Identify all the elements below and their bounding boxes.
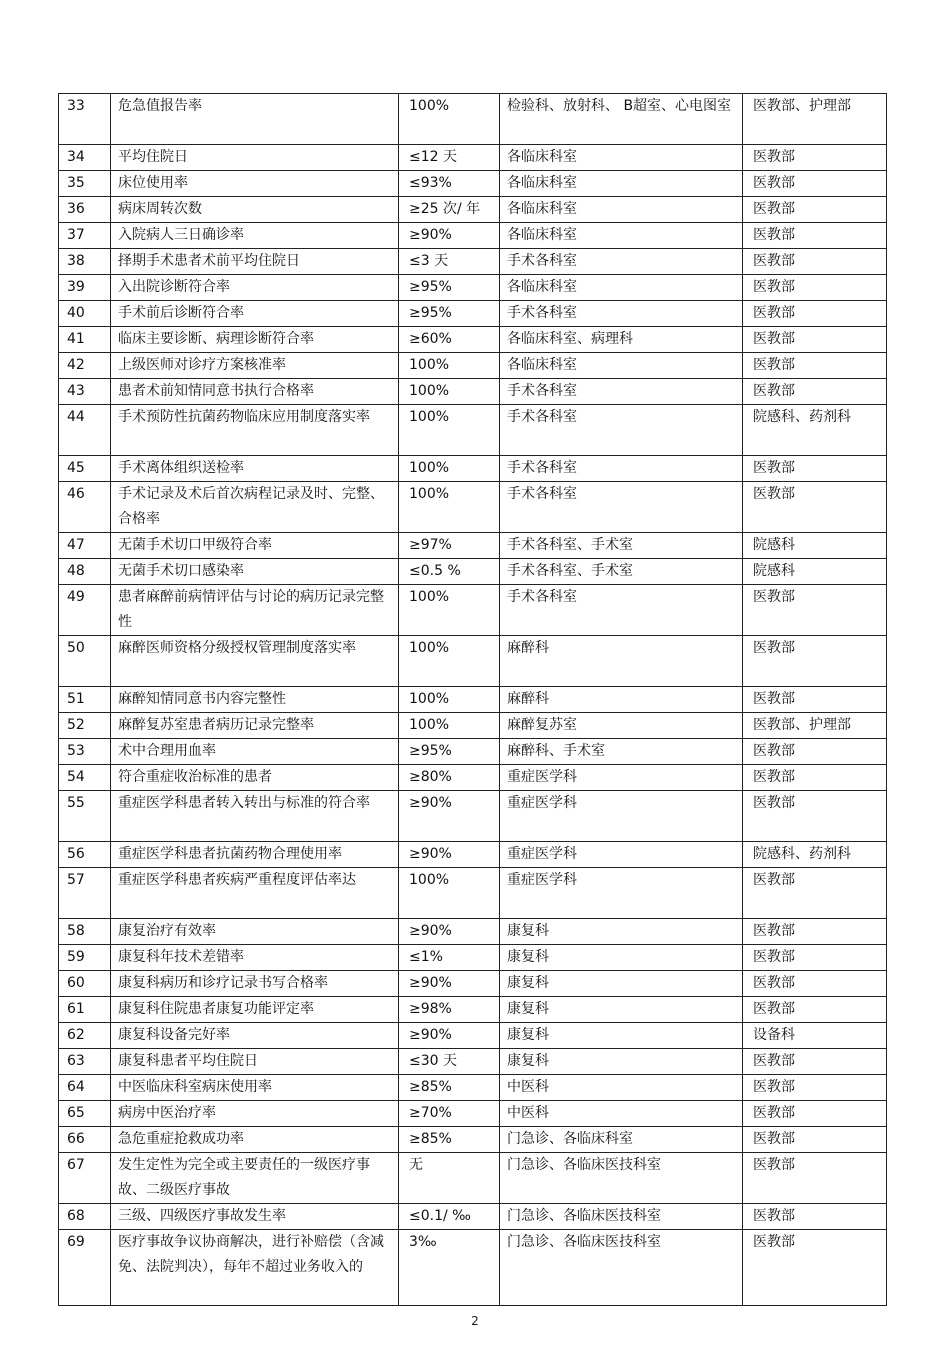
supervising-department: 院感科、药剂科 bbox=[743, 405, 887, 456]
row-number: 54 bbox=[59, 765, 111, 791]
indicator-name: 重症医学科患者转入转出与标准的符合率 bbox=[111, 791, 399, 842]
table-row bbox=[59, 842, 887, 868]
row-number: 64 bbox=[59, 1075, 111, 1101]
target-value: ≥98% bbox=[399, 997, 500, 1023]
supervising-department: 医教部、护理部 bbox=[743, 94, 887, 145]
row-number: 61 bbox=[59, 997, 111, 1023]
indicator-name: 临床主要诊断、病理诊断符合率 bbox=[111, 327, 399, 353]
indicator-name: 平均住院日 bbox=[111, 145, 399, 171]
responsible-department: 康复科 bbox=[500, 945, 743, 971]
row-number: 50 bbox=[59, 636, 111, 687]
responsible-department: 手术各科室 bbox=[500, 301, 743, 327]
row-number: 56 bbox=[59, 842, 111, 868]
row-number: 57 bbox=[59, 868, 111, 919]
target-value: ≤12 天 bbox=[399, 145, 500, 171]
indicator-name: 医疗事故争议协商解决，进行补赔偿（含减免、法院判决），每年不超过业务收入的 bbox=[111, 1230, 399, 1306]
supervising-department: 院感科 bbox=[743, 533, 887, 559]
indicator-name: 手术记录及术后首次病程记录及时、完整、合格率 bbox=[111, 482, 399, 533]
indicator-name: 康复科患者平均住院日 bbox=[111, 1049, 399, 1075]
indicator-name: 手术预防性抗菌药物临床应用制度落实率 bbox=[111, 405, 399, 456]
indicator-name: 床位使用率 bbox=[111, 171, 399, 197]
table-row bbox=[59, 997, 887, 1023]
responsible-department: 麻醉复苏室 bbox=[500, 713, 743, 739]
indicator-name: 病房中医治疗率 bbox=[111, 1101, 399, 1127]
supervising-department: 医教部、护理部 bbox=[743, 713, 887, 739]
target-value: ≥90% bbox=[399, 919, 500, 945]
table-row bbox=[59, 1023, 887, 1049]
responsible-department: 中医科 bbox=[500, 1075, 743, 1101]
table-row bbox=[59, 482, 887, 533]
indicator-name: 危急值报告率 bbox=[111, 94, 399, 145]
responsible-department: 手术各科室 bbox=[500, 249, 743, 275]
table-row bbox=[59, 145, 887, 171]
responsible-department: 各临床科室 bbox=[500, 171, 743, 197]
responsible-department: 麻醉科 bbox=[500, 687, 743, 713]
row-number: 41 bbox=[59, 327, 111, 353]
indicator-name: 病床周转次数 bbox=[111, 197, 399, 223]
row-number: 65 bbox=[59, 1101, 111, 1127]
target-value: ≥85% bbox=[399, 1127, 500, 1153]
table-row bbox=[59, 405, 887, 456]
supervising-department: 医教部 bbox=[743, 1204, 887, 1230]
indicator-name: 麻醉知情同意书内容完整性 bbox=[111, 687, 399, 713]
indicator-name: 三级、四级医疗事故发生率 bbox=[111, 1204, 399, 1230]
table-row bbox=[59, 559, 887, 585]
row-number: 49 bbox=[59, 585, 111, 636]
supervising-department: 医教部 bbox=[743, 791, 887, 842]
supervising-department: 医教部 bbox=[743, 868, 887, 919]
indicator-name: 中医临床科室病床使用率 bbox=[111, 1075, 399, 1101]
target-value: 100% bbox=[399, 868, 500, 919]
target-value: ≥90% bbox=[399, 971, 500, 997]
target-value: 无 bbox=[399, 1153, 500, 1204]
responsible-department: 各临床科室 bbox=[500, 197, 743, 223]
row-number: 60 bbox=[59, 971, 111, 997]
target-value: ≥25 次/ 年 bbox=[399, 197, 500, 223]
supervising-department: 医教部 bbox=[743, 1153, 887, 1204]
table-row bbox=[59, 1153, 887, 1204]
responsible-department: 康复科 bbox=[500, 971, 743, 997]
supervising-department: 医教部 bbox=[743, 739, 887, 765]
table-row bbox=[59, 94, 887, 145]
table-row bbox=[59, 327, 887, 353]
row-number: 46 bbox=[59, 482, 111, 533]
responsible-department: 麻醉科 bbox=[500, 636, 743, 687]
row-number: 66 bbox=[59, 1127, 111, 1153]
row-number: 35 bbox=[59, 171, 111, 197]
target-value: ≥90% bbox=[399, 842, 500, 868]
responsible-department: 重症医学科 bbox=[500, 842, 743, 868]
responsible-department: 检验科、放射科、 B超室、心电图室 bbox=[500, 94, 743, 145]
row-number: 52 bbox=[59, 713, 111, 739]
indicator-name: 重症医学科患者抗菌药物合理使用率 bbox=[111, 842, 399, 868]
supervising-department: 医教部 bbox=[743, 765, 887, 791]
supervising-department: 医教部 bbox=[743, 249, 887, 275]
target-value: ≥90% bbox=[399, 1023, 500, 1049]
target-value: ≥97% bbox=[399, 533, 500, 559]
indicator-name: 入院病人三日确诊率 bbox=[111, 223, 399, 249]
supervising-department: 医教部 bbox=[743, 971, 887, 997]
supervising-department: 院感科、药剂科 bbox=[743, 842, 887, 868]
target-value: ≥95% bbox=[399, 275, 500, 301]
supervising-department: 医教部 bbox=[743, 1075, 887, 1101]
row-number: 45 bbox=[59, 456, 111, 482]
row-number: 39 bbox=[59, 275, 111, 301]
indicator-table-body bbox=[59, 94, 887, 1306]
target-value: 100% bbox=[399, 353, 500, 379]
indicator-name: 无菌手术切口甲级符合率 bbox=[111, 533, 399, 559]
table-row bbox=[59, 379, 887, 405]
indicator-name: 无菌手术切口感染率 bbox=[111, 559, 399, 585]
responsible-department: 手术各科室 bbox=[500, 405, 743, 456]
row-number: 55 bbox=[59, 791, 111, 842]
row-number: 51 bbox=[59, 687, 111, 713]
indicator-name: 康复科设备完好率 bbox=[111, 1023, 399, 1049]
supervising-department: 医教部 bbox=[743, 353, 887, 379]
indicator-name: 康复治疗有效率 bbox=[111, 919, 399, 945]
table-row bbox=[59, 868, 887, 919]
row-number: 43 bbox=[59, 379, 111, 405]
responsible-department: 康复科 bbox=[500, 1023, 743, 1049]
table-row bbox=[59, 919, 887, 945]
supervising-department: 医教部 bbox=[743, 275, 887, 301]
target-value: ≥95% bbox=[399, 739, 500, 765]
indicator-name: 择期手术患者术前平均住院日 bbox=[111, 249, 399, 275]
table-row bbox=[59, 223, 887, 249]
row-number: 67 bbox=[59, 1153, 111, 1204]
supervising-department: 医教部 bbox=[743, 1230, 887, 1306]
table-row bbox=[59, 301, 887, 327]
supervising-department: 医教部 bbox=[743, 1101, 887, 1127]
row-number: 34 bbox=[59, 145, 111, 171]
target-value: 100% bbox=[399, 482, 500, 533]
responsible-department: 各临床科室 bbox=[500, 275, 743, 301]
indicator-name: 符合重症收治标准的患者 bbox=[111, 765, 399, 791]
table-row bbox=[59, 1049, 887, 1075]
responsible-department: 门急诊、各临床医技科室 bbox=[500, 1204, 743, 1230]
supervising-department: 医教部 bbox=[743, 327, 887, 353]
table-row bbox=[59, 585, 887, 636]
target-value: 100% bbox=[399, 713, 500, 739]
indicator-name: 急危重症抢救成功率 bbox=[111, 1127, 399, 1153]
responsible-department: 重症医学科 bbox=[500, 765, 743, 791]
target-value: ≥85% bbox=[399, 1075, 500, 1101]
row-number: 48 bbox=[59, 559, 111, 585]
supervising-department: 医教部 bbox=[743, 197, 887, 223]
table-row bbox=[59, 533, 887, 559]
responsible-department: 手术各科室、手术室 bbox=[500, 533, 743, 559]
indicator-name: 入出院诊断符合率 bbox=[111, 275, 399, 301]
row-number: 38 bbox=[59, 249, 111, 275]
target-value: 100% bbox=[399, 94, 500, 145]
responsible-department: 重症医学科 bbox=[500, 791, 743, 842]
target-value: ≤0.5 % bbox=[399, 559, 500, 585]
row-number: 37 bbox=[59, 223, 111, 249]
target-value: 100% bbox=[399, 585, 500, 636]
supervising-department: 医教部 bbox=[743, 919, 887, 945]
table-row bbox=[59, 945, 887, 971]
target-value: ≥70% bbox=[399, 1101, 500, 1127]
supervising-department: 院感科 bbox=[743, 559, 887, 585]
responsible-department: 手术各科室、手术室 bbox=[500, 559, 743, 585]
supervising-department: 医教部 bbox=[743, 636, 887, 687]
responsible-department: 手术各科室 bbox=[500, 585, 743, 636]
target-value: 3‰ bbox=[399, 1230, 500, 1306]
indicator-name: 患者麻醉前病情评估与讨论的病历记录完整性 bbox=[111, 585, 399, 636]
table-row bbox=[59, 1230, 887, 1306]
indicator-name: 发生定性为完全或主要责任的一级医疗事故、二级医疗事故 bbox=[111, 1153, 399, 1204]
responsible-department: 门急诊、各临床医技科室 bbox=[500, 1153, 743, 1204]
row-number: 33 bbox=[59, 94, 111, 145]
indicator-name: 麻醉医师资格分级授权管理制度落实率 bbox=[111, 636, 399, 687]
supervising-department: 医教部 bbox=[743, 687, 887, 713]
responsible-department: 各临床科室 bbox=[500, 145, 743, 171]
responsible-department: 各临床科室 bbox=[500, 353, 743, 379]
responsible-department: 各临床科室、病理科 bbox=[500, 327, 743, 353]
target-value: ≤3 天 bbox=[399, 249, 500, 275]
row-number: 47 bbox=[59, 533, 111, 559]
table-row bbox=[59, 739, 887, 765]
table-row bbox=[59, 713, 887, 739]
target-value: ≥90% bbox=[399, 791, 500, 842]
target-value: ≥80% bbox=[399, 765, 500, 791]
responsible-department: 重症医学科 bbox=[500, 868, 743, 919]
table-row bbox=[59, 971, 887, 997]
table-row bbox=[59, 353, 887, 379]
responsible-department: 麻醉科、手术室 bbox=[500, 739, 743, 765]
indicator-name: 重症医学科患者疾病严重程度评估率达 bbox=[111, 868, 399, 919]
indicator-name: 上级医师对诊疗方案核准率 bbox=[111, 353, 399, 379]
row-number: 58 bbox=[59, 919, 111, 945]
indicator-name: 手术离体组织送检率 bbox=[111, 456, 399, 482]
responsible-department: 手术各科室 bbox=[500, 379, 743, 405]
row-number: 69 bbox=[59, 1230, 111, 1306]
responsible-department: 中医科 bbox=[500, 1101, 743, 1127]
responsible-department: 康复科 bbox=[500, 919, 743, 945]
row-number: 68 bbox=[59, 1204, 111, 1230]
responsible-department: 各临床科室 bbox=[500, 223, 743, 249]
row-number: 53 bbox=[59, 739, 111, 765]
responsible-department: 门急诊、各临床医技科室 bbox=[500, 1230, 743, 1306]
table-row bbox=[59, 1127, 887, 1153]
page-number: 2 bbox=[471, 1314, 479, 1328]
target-value: 100% bbox=[399, 405, 500, 456]
target-value: ≥95% bbox=[399, 301, 500, 327]
target-value: ≤1% bbox=[399, 945, 500, 971]
row-number: 42 bbox=[59, 353, 111, 379]
indicator-name: 康复科病历和诊疗记录书写合格率 bbox=[111, 971, 399, 997]
supervising-department: 医教部 bbox=[743, 301, 887, 327]
indicator-name: 麻醉复苏室患者病历记录完整率 bbox=[111, 713, 399, 739]
table-row bbox=[59, 765, 887, 791]
target-value: ≥90% bbox=[399, 223, 500, 249]
target-value: 100% bbox=[399, 636, 500, 687]
supervising-department: 医教部 bbox=[743, 223, 887, 249]
supervising-department: 医教部 bbox=[743, 1049, 887, 1075]
supervising-department: 医教部 bbox=[743, 997, 887, 1023]
supervising-department: 医教部 bbox=[743, 456, 887, 482]
row-number: 59 bbox=[59, 945, 111, 971]
supervising-department: 医教部 bbox=[743, 1127, 887, 1153]
table-row bbox=[59, 249, 887, 275]
supervising-department: 医教部 bbox=[743, 585, 887, 636]
target-value: ≤93% bbox=[399, 171, 500, 197]
table-row bbox=[59, 275, 887, 301]
supervising-department: 医教部 bbox=[743, 945, 887, 971]
table-row bbox=[59, 687, 887, 713]
supervising-department: 设备科 bbox=[743, 1023, 887, 1049]
target-value: ≤0.1/ ‰ bbox=[399, 1204, 500, 1230]
supervising-department: 医教部 bbox=[743, 145, 887, 171]
target-value: 100% bbox=[399, 379, 500, 405]
row-number: 44 bbox=[59, 405, 111, 456]
table-row bbox=[59, 1204, 887, 1230]
target-value: ≤30 天 bbox=[399, 1049, 500, 1075]
indicator-table bbox=[58, 93, 887, 1306]
table-row bbox=[59, 171, 887, 197]
indicator-name: 术中合理用血率 bbox=[111, 739, 399, 765]
indicator-name: 康复科住院患者康复功能评定率 bbox=[111, 997, 399, 1023]
indicator-name: 患者术前知情同意书执行合格率 bbox=[111, 379, 399, 405]
responsible-department: 手术各科室 bbox=[500, 456, 743, 482]
table-row bbox=[59, 1075, 887, 1101]
table-row bbox=[59, 636, 887, 687]
table-row bbox=[59, 1101, 887, 1127]
table-row bbox=[59, 791, 887, 842]
target-value: 100% bbox=[399, 687, 500, 713]
table-row bbox=[59, 456, 887, 482]
responsible-department: 康复科 bbox=[500, 1049, 743, 1075]
row-number: 62 bbox=[59, 1023, 111, 1049]
target-value: 100% bbox=[399, 456, 500, 482]
supervising-department: 医教部 bbox=[743, 379, 887, 405]
responsible-department: 康复科 bbox=[500, 997, 743, 1023]
row-number: 63 bbox=[59, 1049, 111, 1075]
target-value: ≥60% bbox=[399, 327, 500, 353]
indicator-name: 康复科年技术差错率 bbox=[111, 945, 399, 971]
responsible-department: 门急诊、各临床科室 bbox=[500, 1127, 743, 1153]
indicator-name: 手术前后诊断符合率 bbox=[111, 301, 399, 327]
supervising-department: 医教部 bbox=[743, 171, 887, 197]
row-number: 36 bbox=[59, 197, 111, 223]
supervising-department: 医教部 bbox=[743, 482, 887, 533]
table-row bbox=[59, 197, 887, 223]
row-number: 40 bbox=[59, 301, 111, 327]
responsible-department: 手术各科室 bbox=[500, 482, 743, 533]
